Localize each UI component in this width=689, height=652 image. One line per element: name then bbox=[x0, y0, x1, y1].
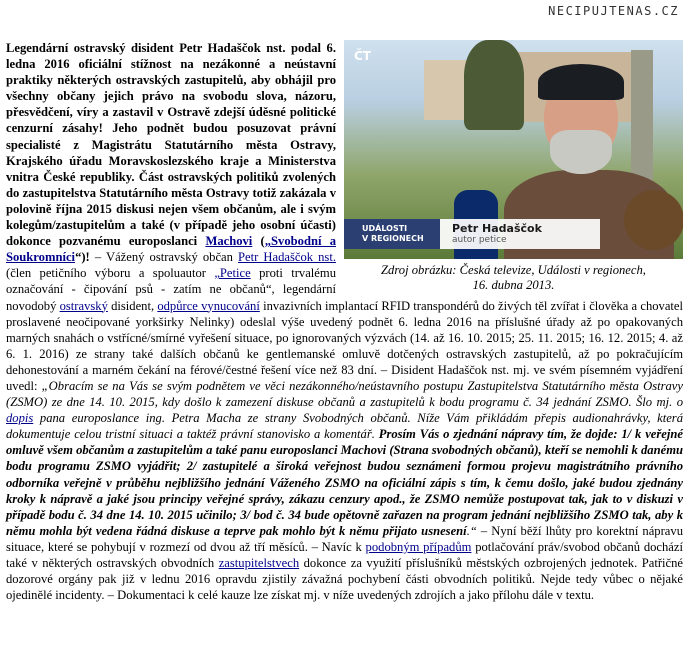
tv-lower-third bbox=[344, 219, 683, 249]
link-dopis[interactable]: dopis bbox=[6, 411, 34, 426]
link-machovi[interactable]: Machovi bbox=[205, 234, 253, 249]
quote-italic: „Obracím se na Vás se svým podnětem ve věci nezákonného/neústavního postupu Zastupitelstva Statutárního města Ostravy (ZSMO) ze dne 14. 10. 2015, kdy došlo k zamezení diskuse občanů a zastupitelů k bodu programu č. 34 jednání ZSMO. Šlo mj. o dopis pana europoslance ing. Petra Macha ze strany Svobodných občanů. Níže Vám přikládám přepis audionahrávky, která dokumentuje celou tristní situaci a taktéž právní stanovisko a komentář. Prosím Vás o zjednání nápravy tím, že dojde: 1/ k veřejné omluvě všem občanům a zastupitelům a také panu europoslanci Machovi (Strana svobodných občanů), kteří se nemohli k danému bodu programu ZSMO vyjádřit; 2/ zastupitelé a široká veřejnost budou seznámeni formou projevu magistrátního právního odborníka veřejně v průběhu nejbližšího jednání Váženého ZSMO na oficiální zápis s tím, k čemu došlo, jaké budou zjednány kroky k nápravě a jaké jsou principy veřejné správy, zákazu cenzury apod., že ZSMO nemůže postupovat tak, jak to v diskuzi v případě bodu č. 34 dne 14. 10. 2015 učinilo; 3/ bod č. 34 bude opětovně zařazen na program jednání nejbližšího ZSMO tak, aby k němu mohla být vedena řádná diskuse a teprve pak mohlo být k němu přijato usnesení.“ bbox=[6, 378, 683, 538]
news-photo bbox=[344, 40, 683, 259]
link-podobnym-pripadum[interactable]: podobným případům bbox=[365, 539, 472, 554]
link-ostravsky[interactable]: ostravský bbox=[59, 298, 108, 313]
lead-paragraph: Legendární ostravský disident Petr Hadaščok nst. podal 6. ledna 2016 oficiální stížnost na nezákonné a neústavní praktiky některých ostravských zastupitelů, aby obhájil pro všechny občany jejich právo na svobodu slova, názoru, přesvědčení, víry a zastavil v Ostravě zdejší úděsné politické cenzurní zásahy! Jeho podnět budou posuzovat právní specialisté z Magistrátu Statutárního města Ostravy, Krajského úřadu Moravskoslezského kraje a Ministerstva vnitra České republiky. Část ostravských politiků zvolených do zastupitelstva Statutárního města Ostravy totiž zakázala v polovině října 2015 diskusi nejen všem občanům, ale i svým kolegům/zastupitelům a také (v případě jeho osobní účasti) dokonce pozvanému europoslanci Machovi („Svobodní a Soukromníci“)! bbox=[6, 41, 336, 265]
article-body: ČT UDÁLOSTI V REGIONECH Petr Hadaščok autor petice Zdroj obrázku: Česká televize, Události v regionech, 16. dubna 2013. Legendární ostravský disident Petr Hadaščok nst. podal 6. ledna 2016 oficiální stížnost na nezákonné a neústavní praktiky některých ostravských zastupitelů, aby obhájil pro všechny občany jejich právo na svobodu slova, názoru, přesvědčení, víry a zastavil v Ostravě zdejší úděsné politické cenzurní zásahy! Jeho podnět budou posuzovat právní specialisté z Magistrátu Statutárního města Ostravy, Krajského úřadu Moravskoslezského kraje a Ministerstva vnitra České republiky. Část ostravských politiků zvolených do zastupitelstva Statutárního města Ostravy totiž zakázala v polovině října 2015 diskusi nejen všem občanům, ale i svým kolegům/zastupitelům a také (v případě jeho osobní účasti) dokonce pozvanému europoslanci Machovi („Svobodní a Soukromníci“)! – Vážený ostravský občan Petr Hadaščok nst. (člen petičního výboru a spoluautor „Petice proti trvalému označování - čipování psů - zatím ne občanů“, legendární novodobý ostravský disident, odpůrce vynucování invazivních implantací RFID transpondérů do živých těl zvířat i člověka a chovatel proslavené neočipované yorkširky Nelinky) odeslal výše uvedený podnět 6. ledna 2016 na příslušné úřady až po opakovaných marných snahách o vstřícné/smírné vyřešení situace, po ignorovaných výzvách (14. až 16. 10. 2015; 25. 11. 2015; 16. 12. 2015; 4. až 6. 1. 2016) ze strany také dalších občanů ke gentlemanské omluvě dotčených ostravských zastupitelů, až po pokračujícím dehonestování a marném čekání na férové/čestné řešení více než 83 dní. – Disident Hadaščok nst. mj. ve svém písemném vyjádření uvedl: „Obracím se na Vás se svým podnětem ve věci nezákonného/neústavního postupu Zastupitelstva Statutárního města Ostravy (ZSMO) ze dne 14. 10. 2015, kdy došlo k zamezení diskuse občanů a zastupitelů k bodu programu č. 34 jednání ZSMO. Šlo mj. o dopis pana europoslance ing. Petra Macha ze strany Svobodných občanů. Níže Vám přikládám přepis audionahrávky, která dokumentuje celou tristní situaci a taktéž právní stanovisko a komentář. Prosím Vás o zjednání nápravy tím, že dojde: 1/ k veřejné omluvě všem občanům a zastupitelům a také panu europoslanci Machovi (Strana svobodných občanů), kteří se nemohli k danému bodu programu ZSMO vyjádřit; 2/ zastupitelé a široká veřejnost budou seznámeni formou projevu magistrátního právního odborníka veřejně v průběhu nejbližšího jednání Váženého ZSMO na oficiální zápis s tím, k čemu došlo, jaké budou zjednány kroky k nápravě a jaké jsou principy veřejné správy, zákazu cenzury apod., že ZSMO nemůže postupovat tak, jak to v diskuzi v případě bodu č. 34 dne 14. 10. 2015 učinilo; 3/ bod č. 34 bude opětovně zařazen na program jednání nejbližšího ZSMO tak, aby k němu mohla být vedena řádná diskuse a teprve pak mohlo být k němu přijato usnesení.“ – Nyní běží lhůty pro korektní nápravu situace, které se pohybují v rozmezí od dvou až tří měsíců. – Navíc k podobným případům potlačování práv/svobod občanů dochází také v některých ostravských obvodních zastupitelstvech dokonce za využití příslušníků městských ozbrojených jednotek. Patřičné dozorové orgány pak již v lednu 2016 opravdu zjistily závažná pochybení části obvodních politiků. Nejde tedy vůbec o nějaké ojedinělé incidenty. – Dokumentaci k celé kauze lze získat mj. v níže uvedených zdrojích a jako přílohu dále v textu. bbox=[6, 41, 684, 603]
show-title: UDÁLOSTI V REGIONECH bbox=[344, 219, 440, 249]
site-name: NECIPUJTENAS.CZ bbox=[548, 4, 679, 18]
link-petr-hadascok[interactable]: Petr Hadaščok nst. bbox=[238, 250, 336, 265]
figure-caption: Zdroj obrázku: Česká televize, Události v regionech, 16. dubna 2013. bbox=[381, 263, 646, 292]
article-figure bbox=[344, 40, 683, 293]
person-role: autor petice bbox=[452, 235, 507, 245]
link-odpurce[interactable]: odpůrce vynucování bbox=[157, 298, 260, 313]
link-petice[interactable]: „Petice bbox=[214, 266, 251, 281]
link-svobodni[interactable]: „Svobodní a Soukromníci bbox=[6, 234, 336, 265]
person-caption bbox=[440, 219, 600, 249]
person-name: Petr Hadaščok bbox=[452, 222, 542, 235]
quote-bold: Prosím Vás o zjednání nápravy tím, že dojde: 1/ k veřejné omluvě všem občanům a zastupitelům a také panu europoslanci Machovi (Strana svobodných občanů), kteří se nemohli k danému bodu programu ZSMO vyjádřit; 2/ zastupitelé a široká veřejnost budou seznámeni formou projevu magistrátního právního odborníka veřejně v průběhu nejbližšího jednání Váženého ZSMO na oficiální zápis s tím, k čemu došlo, jaké budou zjednány kroky k nápravě a jaké jsou principy veřejné správy, zákazu cenzury apod., že ZSMO nemůže postupovat tak, jak to v diskuzi v případě bodu č. 34 dne 14. 10. 2015 učinilo; 3/ bod č. 34 bude opětovně zařazen na program jednání nejbližšího ZSMO tak, aby k němu mohla být vedena řádná diskuse a teprve pak mohlo být k němu přijato usnesení bbox=[6, 427, 683, 538]
link-zastupitelstvech[interactable]: zastupitelstvech bbox=[218, 556, 300, 570]
ct-logo-icon: ČT bbox=[354, 49, 371, 63]
